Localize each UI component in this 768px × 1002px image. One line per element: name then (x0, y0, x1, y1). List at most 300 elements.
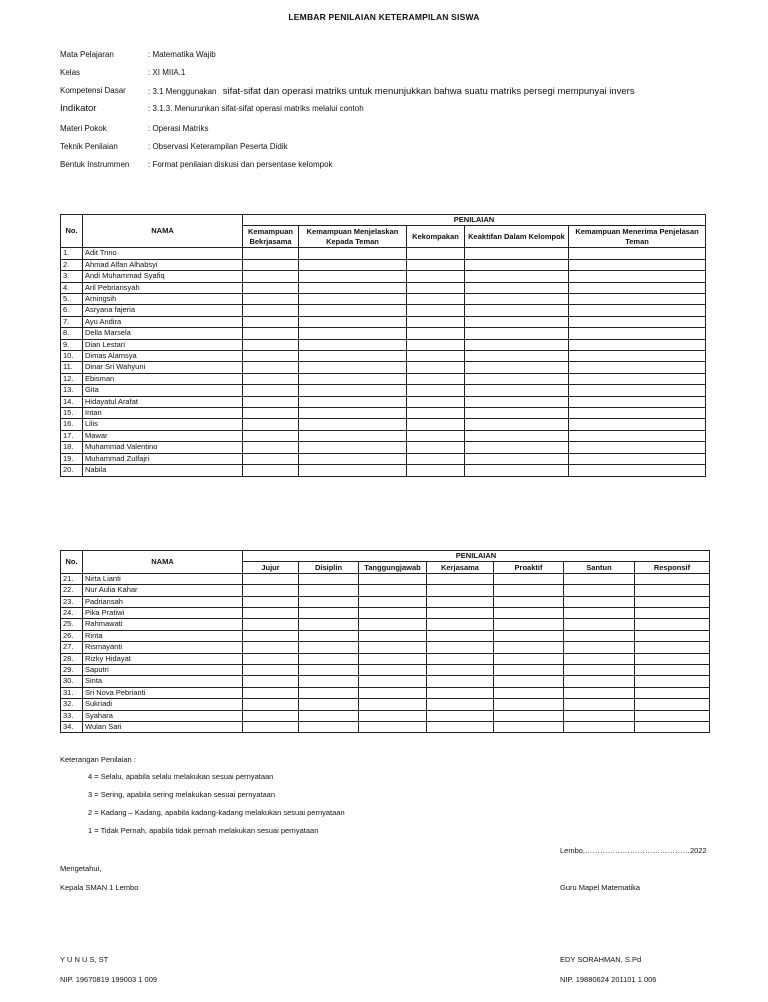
info-value-rest: sifat-sifat dan operasi matriks untuk menunjukkan bahwa suatu matriks persegi mempunyai invers (222, 86, 635, 97)
score-cell[interactable] (427, 687, 494, 698)
score-cell[interactable] (569, 271, 706, 282)
student-name: Ayu Andira (83, 316, 243, 327)
row-number: 15. (61, 408, 83, 419)
score-cell[interactable] (569, 248, 706, 259)
student-name: Padriansah (83, 596, 243, 607)
row-number: 2. (61, 259, 83, 270)
score-cell[interactable] (359, 699, 427, 710)
score-cell[interactable] (243, 722, 299, 733)
score-cell[interactable] (359, 676, 427, 687)
student-name: Nabila (83, 465, 243, 476)
score-cell[interactable] (564, 710, 635, 721)
score-cell[interactable] (243, 294, 299, 305)
score-cell[interactable] (243, 396, 299, 407)
score-cell[interactable] (494, 630, 564, 641)
score-cell[interactable] (427, 699, 494, 710)
score-cell[interactable] (243, 596, 299, 607)
score-cell[interactable] (465, 305, 569, 316)
score-cell[interactable] (494, 608, 564, 619)
score-cell[interactable] (569, 305, 706, 316)
student-name: Rismayanti (83, 642, 243, 653)
score-cell[interactable] (465, 430, 569, 441)
student-name: Saputri (83, 665, 243, 676)
student-name: Aril Pebriansyah (83, 282, 243, 293)
score-cell[interactable] (407, 294, 465, 305)
score-cell[interactable] (359, 642, 427, 653)
student-name: Syahara (83, 710, 243, 721)
student-name: Intan (83, 408, 243, 419)
score-cell[interactable] (299, 442, 407, 453)
score-cell[interactable] (427, 585, 494, 596)
score-cell[interactable] (407, 271, 465, 282)
score-cell[interactable] (243, 619, 299, 630)
legend-item: 2 = Kadang – Kadang, apabila kadang-kadang melakukan sesuai pernyataan (88, 808, 345, 817)
score-cell[interactable] (427, 608, 494, 619)
row-number: 24. (61, 608, 83, 619)
score-cell[interactable] (569, 282, 706, 293)
table-row (61, 339, 706, 350)
score-cell[interactable] (427, 642, 494, 653)
principal-role: Kepala SMAN 1 Lembo (60, 883, 139, 892)
student-name: Della Marsela (83, 328, 243, 339)
score-cell[interactable] (299, 722, 359, 733)
score-cell[interactable] (359, 710, 427, 721)
row-number: 21. (61, 573, 83, 584)
table-row (61, 328, 706, 339)
score-cell[interactable] (407, 316, 465, 327)
table-row (61, 373, 706, 384)
score-cell[interactable] (465, 328, 569, 339)
table-row (61, 259, 706, 270)
score-cell[interactable] (407, 305, 465, 316)
row-number: 29. (61, 665, 83, 676)
principal-nip: NIP. 19670819 199003 1 009 (60, 975, 158, 984)
score-cell[interactable] (243, 259, 299, 270)
score-cell[interactable] (407, 282, 465, 293)
row-number: 28. (61, 653, 83, 664)
score-cell[interactable] (465, 385, 569, 396)
score-cell[interactable] (494, 722, 564, 733)
col-nama-header: NAMA (83, 215, 243, 248)
col-no-header: No. (61, 215, 83, 248)
score-cell[interactable] (569, 339, 706, 350)
score-cell[interactable] (243, 653, 299, 664)
score-cell[interactable] (299, 385, 407, 396)
score-cell[interactable] (564, 585, 635, 596)
table-row (61, 687, 710, 698)
info-label: Bentuk Instrummen (60, 160, 130, 169)
score-cell[interactable] (494, 676, 564, 687)
score-cell[interactable] (299, 608, 359, 619)
score-cell[interactable] (564, 722, 635, 733)
score-cell[interactable] (407, 248, 465, 259)
score-cell[interactable] (407, 430, 465, 441)
table-row (61, 676, 710, 687)
row-number: 16. (61, 419, 83, 430)
score-cell[interactable] (299, 642, 359, 653)
score-cell[interactable] (494, 585, 564, 596)
score-cell[interactable] (299, 408, 407, 419)
criteria-header: Kemampuan Menerima Penjelasan Teman (569, 226, 706, 248)
score-cell[interactable] (635, 573, 710, 584)
score-cell[interactable] (243, 316, 299, 327)
score-cell[interactable] (243, 328, 299, 339)
score-cell[interactable] (243, 430, 299, 441)
score-cell[interactable] (465, 294, 569, 305)
score-cell[interactable] (359, 687, 427, 698)
score-cell[interactable] (407, 396, 465, 407)
score-cell[interactable] (635, 699, 710, 710)
score-cell[interactable] (407, 259, 465, 270)
score-cell[interactable] (299, 294, 407, 305)
score-cell[interactable] (299, 339, 407, 350)
score-cell[interactable] (407, 373, 465, 384)
student-name: Andi Muhammad Syafiq (83, 271, 243, 282)
score-cell[interactable] (465, 351, 569, 362)
score-cell[interactable] (635, 619, 710, 630)
criteria-header: Kerjasama (427, 562, 494, 573)
score-cell[interactable] (243, 305, 299, 316)
row-number: 1. (61, 248, 83, 259)
table-2-body (61, 573, 710, 733)
score-cell[interactable] (635, 665, 710, 676)
student-name: Rizky Hidayat (83, 653, 243, 664)
score-cell[interactable] (407, 442, 465, 453)
score-cell[interactable] (243, 665, 299, 676)
score-cell[interactable] (564, 630, 635, 641)
score-cell[interactable] (465, 259, 569, 270)
score-cell[interactable] (359, 653, 427, 664)
score-cell[interactable] (427, 665, 494, 676)
score-cell[interactable] (635, 722, 710, 733)
score-cell[interactable] (465, 465, 569, 476)
score-cell[interactable] (299, 630, 359, 641)
score-cell[interactable] (359, 665, 427, 676)
row-number: 8. (61, 328, 83, 339)
student-name: Dian Lestari (83, 339, 243, 350)
score-cell[interactable] (299, 259, 407, 270)
score-cell[interactable] (569, 419, 706, 430)
score-cell[interactable] (569, 430, 706, 441)
mengetahui-label: Mengetahui, (60, 864, 102, 873)
score-cell[interactable] (427, 630, 494, 641)
score-cell[interactable] (569, 396, 706, 407)
score-cell[interactable] (427, 653, 494, 664)
score-cell[interactable] (359, 596, 427, 607)
score-cell[interactable] (299, 396, 407, 407)
score-cell[interactable] (465, 339, 569, 350)
score-cell[interactable] (465, 271, 569, 282)
score-cell[interactable] (569, 316, 706, 327)
score-cell[interactable] (243, 408, 299, 419)
info-value: : Observasi Keterampilan Peserta Didik (148, 142, 288, 151)
score-cell[interactable] (494, 710, 564, 721)
legend-item: 3 = Sering, apabila sering melakukan sesuai pernyataan (88, 790, 275, 799)
score-cell[interactable] (494, 699, 564, 710)
score-cell[interactable] (359, 722, 427, 733)
score-cell[interactable] (407, 453, 465, 464)
table-row (61, 316, 706, 327)
table-row (61, 699, 710, 710)
score-cell[interactable] (359, 630, 427, 641)
info-label: Teknik Penilaian (60, 142, 118, 151)
table-row (61, 442, 706, 453)
table-row (61, 585, 710, 596)
score-cell[interactable] (494, 642, 564, 653)
student-name: Nirta Lianti (83, 573, 243, 584)
info-value (148, 86, 635, 97)
student-name: Nur Aulia Kahar (83, 585, 243, 596)
info-value: : XI MIIA.1 (148, 68, 186, 77)
table-row (61, 419, 706, 430)
score-cell[interactable] (465, 453, 569, 464)
score-cell[interactable] (564, 687, 635, 698)
score-cell[interactable] (299, 665, 359, 676)
student-name: Muhammad Valentino (83, 442, 243, 453)
score-cell[interactable] (299, 271, 407, 282)
score-cell[interactable] (494, 665, 564, 676)
table-row (61, 430, 706, 441)
score-cell[interactable] (569, 408, 706, 419)
score-cell[interactable] (359, 585, 427, 596)
score-cell[interactable] (569, 385, 706, 396)
student-name: Gita (83, 385, 243, 396)
table-row (61, 573, 710, 584)
score-cell[interactable] (635, 585, 710, 596)
row-number: 13. (61, 385, 83, 396)
score-cell[interactable] (494, 687, 564, 698)
score-cell[interactable] (465, 419, 569, 430)
student-name: Ahmad Alfan Alhabsyi (83, 259, 243, 270)
score-cell[interactable] (465, 408, 569, 419)
info-value: : Format penilaian diskusi dan persentase kelompok (148, 160, 333, 169)
score-cell[interactable] (407, 351, 465, 362)
info-value: : Operasi Matriks (148, 124, 209, 133)
score-cell[interactable] (243, 373, 299, 384)
row-number: 27. (61, 642, 83, 653)
score-cell[interactable] (465, 282, 569, 293)
student-name: Dinar Sri Wahyuni (83, 362, 243, 373)
score-cell[interactable] (243, 465, 299, 476)
score-cell[interactable] (569, 351, 706, 362)
score-cell[interactable] (243, 442, 299, 453)
score-cell[interactable] (243, 710, 299, 721)
score-cell[interactable] (569, 362, 706, 373)
score-cell[interactable] (299, 465, 407, 476)
table-row (61, 305, 706, 316)
score-cell[interactable] (243, 699, 299, 710)
score-cell[interactable] (564, 653, 635, 664)
score-cell[interactable] (564, 619, 635, 630)
score-cell[interactable] (243, 676, 299, 687)
score-cell[interactable] (243, 419, 299, 430)
score-cell[interactable] (465, 248, 569, 259)
col-no-header: No. (61, 551, 83, 574)
score-cell[interactable] (569, 294, 706, 305)
score-cell[interactable] (564, 608, 635, 619)
score-cell[interactable] (299, 585, 359, 596)
table-row (61, 385, 706, 396)
score-cell[interactable] (299, 687, 359, 698)
row-number: 23. (61, 596, 83, 607)
score-cell[interactable] (635, 608, 710, 619)
score-cell[interactable] (243, 630, 299, 641)
table-row (61, 408, 706, 419)
score-cell[interactable] (407, 362, 465, 373)
score-cell[interactable] (564, 596, 635, 607)
score-cell[interactable] (635, 710, 710, 721)
student-name: Mawar (83, 430, 243, 441)
score-cell[interactable] (569, 453, 706, 464)
score-cell[interactable] (465, 373, 569, 384)
row-number: 30. (61, 676, 83, 687)
row-number: 25. (61, 619, 83, 630)
info-value: : Matematika Wajib (148, 50, 216, 59)
score-cell[interactable] (564, 573, 635, 584)
legend-item: 1 = Tidak Pernah, apabila tidak pernah melakukan sesuai pernyataan (88, 826, 319, 835)
row-number: 10. (61, 351, 83, 362)
score-cell[interactable] (359, 619, 427, 630)
score-cell[interactable] (427, 722, 494, 733)
score-cell[interactable] (243, 585, 299, 596)
score-cell[interactable] (465, 362, 569, 373)
score-cell[interactable] (569, 259, 706, 270)
score-cell[interactable] (243, 642, 299, 653)
score-cell[interactable] (299, 453, 407, 464)
score-cell[interactable] (243, 282, 299, 293)
score-cell[interactable] (243, 339, 299, 350)
score-cell[interactable] (299, 362, 407, 373)
score-cell[interactable] (407, 339, 465, 350)
score-cell[interactable] (635, 653, 710, 664)
score-cell[interactable] (299, 710, 359, 721)
student-name: Hidayatul Arafat (83, 396, 243, 407)
criteria-header: Disiplin (299, 562, 359, 573)
score-cell[interactable] (299, 351, 407, 362)
score-cell[interactable] (427, 596, 494, 607)
row-number: 22. (61, 585, 83, 596)
score-cell[interactable] (427, 573, 494, 584)
row-number: 33. (61, 710, 83, 721)
criteria-header: Kemampuan Bekrjasama (243, 226, 299, 248)
row-number: 34. (61, 722, 83, 733)
criteria-header: Kemampuan Menjelaskan Kepada Teman (299, 226, 407, 248)
score-cell[interactable] (359, 608, 427, 619)
score-cell[interactable] (427, 676, 494, 687)
student-name: Rinta (83, 630, 243, 641)
score-cell[interactable] (299, 419, 407, 430)
score-cell[interactable] (564, 699, 635, 710)
score-cell[interactable] (299, 282, 407, 293)
score-cell[interactable] (299, 676, 359, 687)
student-name: Sinta (83, 676, 243, 687)
score-cell[interactable] (407, 328, 465, 339)
score-cell[interactable] (299, 430, 407, 441)
score-cell[interactable] (564, 642, 635, 653)
table-row (61, 653, 710, 664)
score-cell[interactable] (299, 699, 359, 710)
score-cell[interactable] (243, 271, 299, 282)
score-cell[interactable] (243, 573, 299, 584)
penilaian-header: PENILAIAN (243, 551, 710, 562)
row-number: 11. (61, 362, 83, 373)
student-name: Muhammad Zulfajri (83, 453, 243, 464)
score-cell[interactable] (465, 442, 569, 453)
student-name: Adit Trino (83, 248, 243, 259)
legend-item: 4 = Selalu, apabila selalu melakukan sesuai pernyataan (88, 772, 274, 781)
score-cell[interactable] (407, 465, 465, 476)
score-cell[interactable] (243, 385, 299, 396)
score-cell[interactable] (569, 328, 706, 339)
score-cell[interactable] (569, 465, 706, 476)
student-name: Rahmawati (83, 619, 243, 630)
info-label: Mata Pelajaran (60, 50, 114, 59)
score-cell[interactable] (494, 619, 564, 630)
score-cell[interactable] (299, 653, 359, 664)
score-cell[interactable] (243, 608, 299, 619)
row-number: 14. (61, 396, 83, 407)
score-cell[interactable] (299, 619, 359, 630)
score-cell[interactable] (564, 665, 635, 676)
score-cell[interactable] (243, 351, 299, 362)
score-cell[interactable] (299, 305, 407, 316)
score-cell[interactable] (569, 373, 706, 384)
score-cell[interactable] (299, 596, 359, 607)
score-cell[interactable] (494, 653, 564, 664)
score-cell[interactable] (465, 316, 569, 327)
score-cell[interactable] (243, 362, 299, 373)
table-row (61, 453, 706, 464)
info-label: Materi Pokok (60, 124, 107, 133)
score-cell[interactable] (299, 316, 407, 327)
score-cell[interactable] (564, 676, 635, 687)
score-cell[interactable] (407, 419, 465, 430)
penilaian-header: PENILAIAN (243, 215, 706, 226)
score-cell[interactable] (427, 619, 494, 630)
student-name: Ebisman (83, 373, 243, 384)
score-cell[interactable] (243, 687, 299, 698)
score-cell[interactable] (407, 385, 465, 396)
score-cell[interactable] (427, 710, 494, 721)
table-row (61, 619, 710, 630)
table-row (61, 665, 710, 676)
score-cell[interactable] (243, 453, 299, 464)
score-cell[interactable] (299, 328, 407, 339)
score-cell[interactable] (569, 442, 706, 453)
score-cell[interactable] (635, 596, 710, 607)
score-cell[interactable] (635, 642, 710, 653)
row-number: 9. (61, 339, 83, 350)
score-cell[interactable] (635, 676, 710, 687)
score-cell[interactable] (407, 408, 465, 419)
teacher-role: Guru Mapel Matematika (560, 883, 641, 892)
criteria-header: Santun (564, 562, 635, 573)
score-cell[interactable] (299, 373, 407, 384)
table-row (61, 608, 710, 619)
score-cell[interactable] (494, 596, 564, 607)
score-cell[interactable] (465, 396, 569, 407)
table-row (61, 294, 706, 305)
score-cell[interactable] (635, 630, 710, 641)
score-cell[interactable] (359, 573, 427, 584)
score-cell[interactable] (299, 248, 407, 259)
teacher-name: EDY SORAHMAN, S.Pd (560, 955, 642, 964)
score-cell[interactable] (635, 687, 710, 698)
score-cell[interactable] (299, 573, 359, 584)
score-cell[interactable] (494, 573, 564, 584)
student-name: Wulan Sari (83, 722, 243, 733)
score-cell[interactable] (243, 248, 299, 259)
